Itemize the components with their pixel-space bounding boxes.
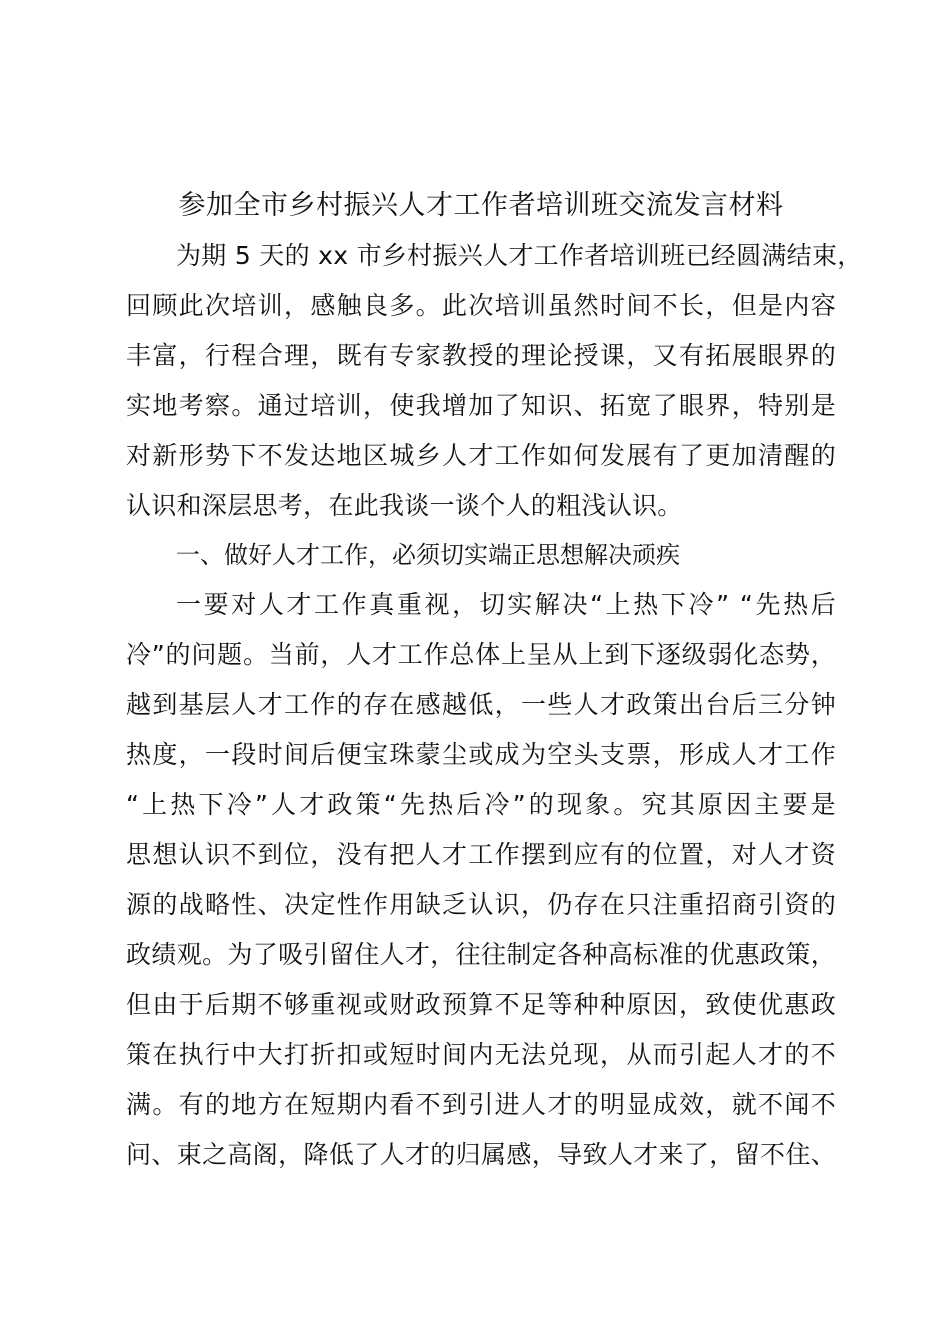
para2-line-4: 热度，一段时间后便宝珠蒙尘或成为空头支票，形成人才工作 bbox=[126, 740, 836, 769]
para2-line-9: 但由于后期不够重视或财政预算不足等种种原因，致使优惠政 bbox=[126, 990, 836, 1019]
document-title: 参加全市乡村振兴人才工作者培训班交流发言材料 bbox=[178, 190, 784, 221]
para1-line-2: 回顾此次培训，感触良多。此次培训虽然时间不长，但是内容 bbox=[126, 291, 836, 320]
para2-line-8: 政绩观。为了吸引留住人才，往往制定各种高标准的优惠政策， bbox=[126, 940, 836, 969]
para2-line-6: 思想认识不到位，没有把人才工作摆到应有的位置，对人才资 bbox=[126, 840, 836, 869]
para2-line-5: “上热下冷”人才政策“先热后冷”的现象。究其原因主要是 bbox=[126, 790, 836, 819]
para1-line-3: 丰富，行程合理，既有专家教授的理论授课，又有拓展眼界的 bbox=[126, 341, 836, 370]
para1-line-4: 实地考察。通过培训，使我增加了知识、拓宽了眼界，特别是 bbox=[126, 391, 836, 420]
para1-line-1: 为期 5 天的 xx 市乡村振兴人才工作者培训班已经圆满结束， bbox=[176, 241, 863, 270]
para2-line-2: 冷”的问题。当前，人才工作总体上呈从上到下逐级弱化态势， bbox=[126, 640, 836, 669]
para2-line-10: 策在执行中大打折扣或短时间内无法兑现，从而引起人才的不 bbox=[126, 1040, 836, 1069]
para1-line-6: 认识和深层思考，在此我谈一谈个人的粗浅认识。 bbox=[126, 491, 683, 520]
section-heading-1: 一、做好人才工作，必须切实端正思想解决顽疾 bbox=[176, 541, 680, 569]
para2-line-1: 一要对人才工作真重视，切实解决“上热下冷” “先热后 bbox=[176, 590, 836, 619]
para2-line-3: 越到基层人才工作的存在感越低，一些人才政策出台后三分钟 bbox=[126, 690, 836, 719]
para2-line-7: 源的战略性、决定性作用缺乏认识，仍存在只注重招商引资的 bbox=[126, 890, 836, 919]
para1-line-5: 对新形势下不发达地区城乡人才工作如何发展有了更加清醒的 bbox=[126, 441, 836, 470]
para2-line-11: 满。有的地方在短期内看不到引进人才的明显成效，就不闻不 bbox=[126, 1090, 836, 1119]
para2-line-12: 问、束之高阁，降低了人才的归属感，导致人才来了，留不住、 bbox=[126, 1140, 836, 1169]
